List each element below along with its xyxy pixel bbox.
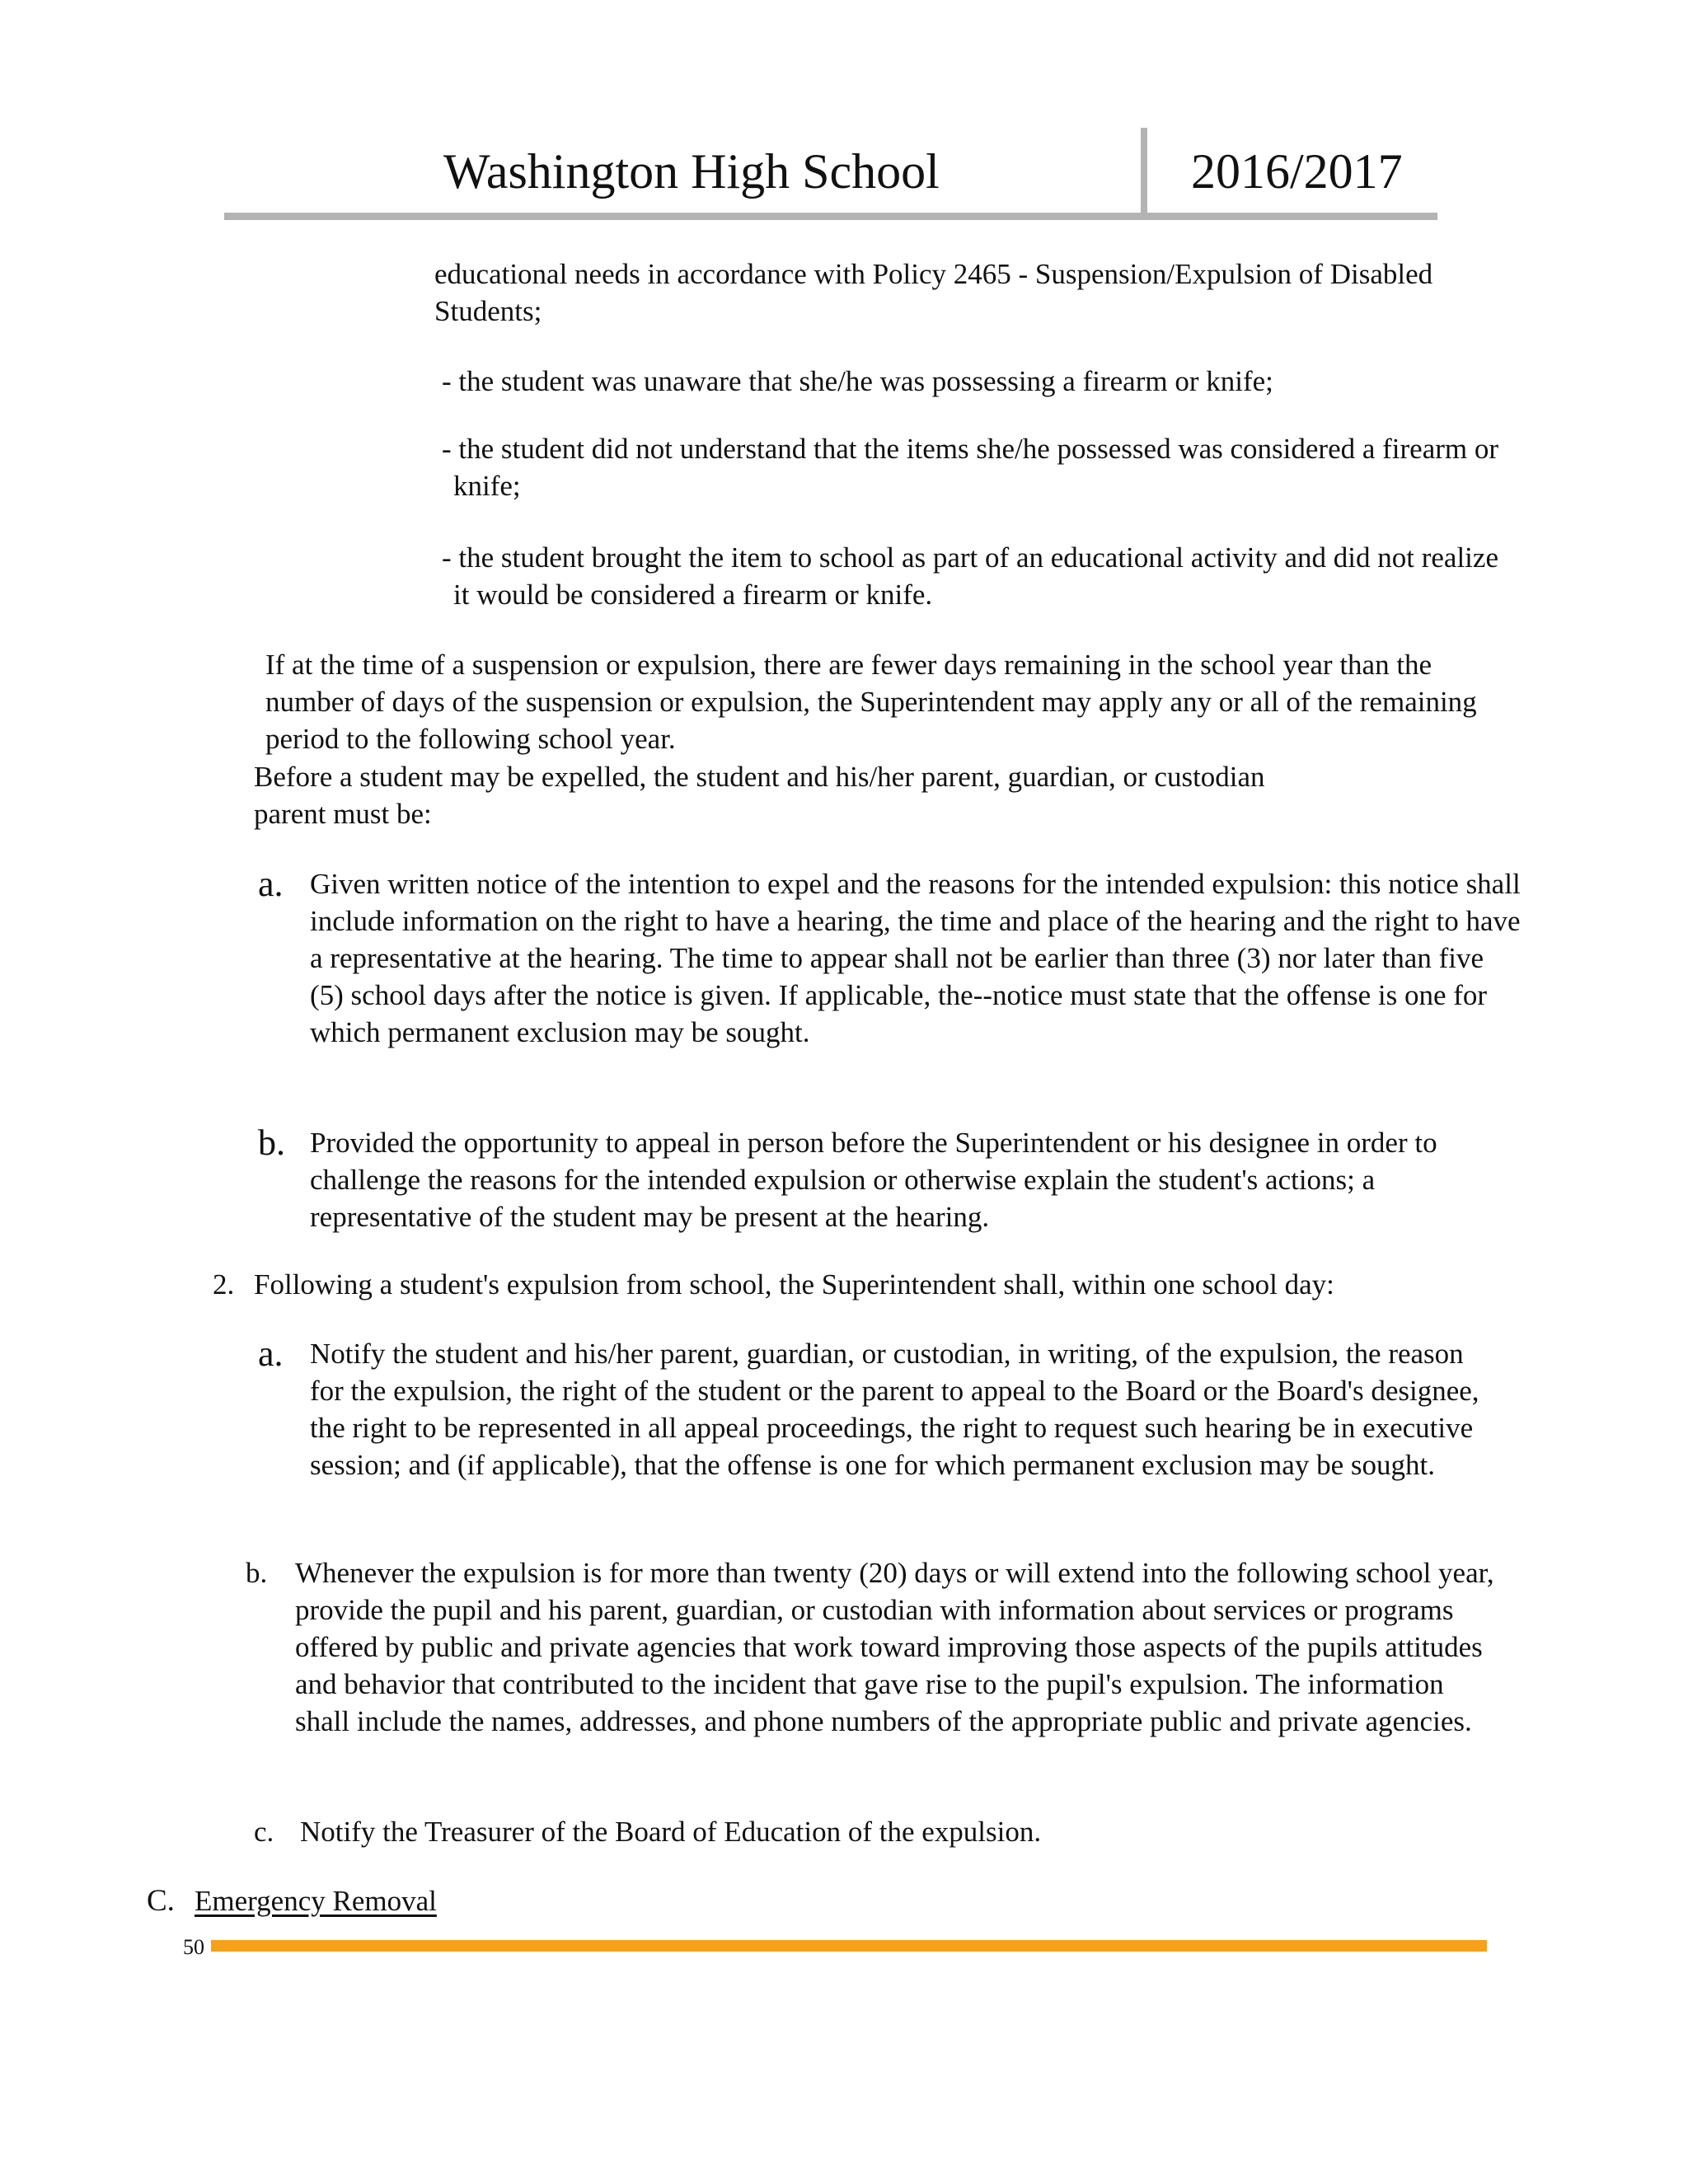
- continuation-text: educational needs in accordance with Policy 2465 - Suspension/Expulsion of Disabled Students;: [434, 258, 1433, 327]
- list-marker: a.: [258, 1333, 284, 1374]
- dash-item: - the student was unaware that she/he was possessing a firearm or knife;: [442, 365, 1273, 397]
- header-separator: [1141, 128, 1147, 218]
- dash-item: - the student brought the item to school as part of an educational activity and did not realize it would be considered a firearm or knife.: [442, 541, 1498, 611]
- list-marker: b.: [246, 1557, 268, 1589]
- list-item: Whenever the expulsion is for more than twenty (20) days or will extend into the following school year, provide the pupil and his parent, guardian, or custodian with information about services or programs offered by public and private agencies that work toward improving those aspects of the pupils attitudes and behavior that contributed to the incident that gave rise to the pupil's expulsion. The information shall include the names, addresses, and phone numbers of the appropriate public and private agencies.: [295, 1557, 1494, 1737]
- header-rule: [224, 213, 1437, 220]
- dash-item: - the student did not understand that the items she/he possessed was considered a firearm or knife;: [442, 433, 1499, 502]
- paragraph-remaining-period: If at the time of a suspension or expulsion, there are fewer days remaining in the school year than the number of days of the suspension or expulsion, the Superintendent may apply any or all of the remaining period to the following school year.: [265, 649, 1477, 755]
- list-item: Provided the opportunity to appeal in person before the Superintendent or his designee in order to challenge the reasons for the intended expulsion or otherwise explain the student's actions; a representative of the student may be present at the hearing.: [310, 1127, 1437, 1233]
- page-number: 50: [183, 1935, 204, 1959]
- list-item: Given written notice of the intention to expel and the reasons for the intended expulsion: this notice shall include information on the right to have a hearing, the time and place of the hearing and the right to have a representative at the hearing. The time to appear shall not be earlier than three (3) nor later than five (5) school days after the notice is given. If applicable, the--notice must state that the offense is one for which permanent exclusion may be sought.: [310, 868, 1521, 1048]
- list-item: Notify the Treasurer of the Board of Education of the expulsion.: [300, 1816, 1042, 1848]
- document-title: Washington High School: [443, 144, 940, 199]
- list-marker: c.: [254, 1816, 274, 1848]
- list-item: Notify the student and his/her parent, guardian, or custodian, in writing, of the expulsion, the reason for the expulsion, the right of the student or the parent to appeal to the Board or the Board's designee, the right to be represented in all appeal proceedings, the right to request such hearing be in executive session; and (if applicable), that the offense is one for which permanent exclusion may be sought.: [310, 1338, 1479, 1481]
- list-marker: a.: [258, 864, 284, 904]
- list-marker: b.: [258, 1122, 285, 1163]
- section-marker: C.: [147, 1884, 175, 1918]
- list-marker: 2.: [213, 1268, 235, 1301]
- list-item: Following a student's expulsion from school, the Superintendent shall, within one school day:: [254, 1268, 1334, 1301]
- footer-bar: [211, 1940, 1487, 1952]
- section-heading: Emergency Removal: [195, 1885, 437, 1917]
- paragraph-before-expulsion: Before a student may be expelled, the student and his/her parent, guardian, or custodian parent must be:: [254, 761, 1265, 830]
- school-year: 2016/2017: [1191, 144, 1403, 199]
